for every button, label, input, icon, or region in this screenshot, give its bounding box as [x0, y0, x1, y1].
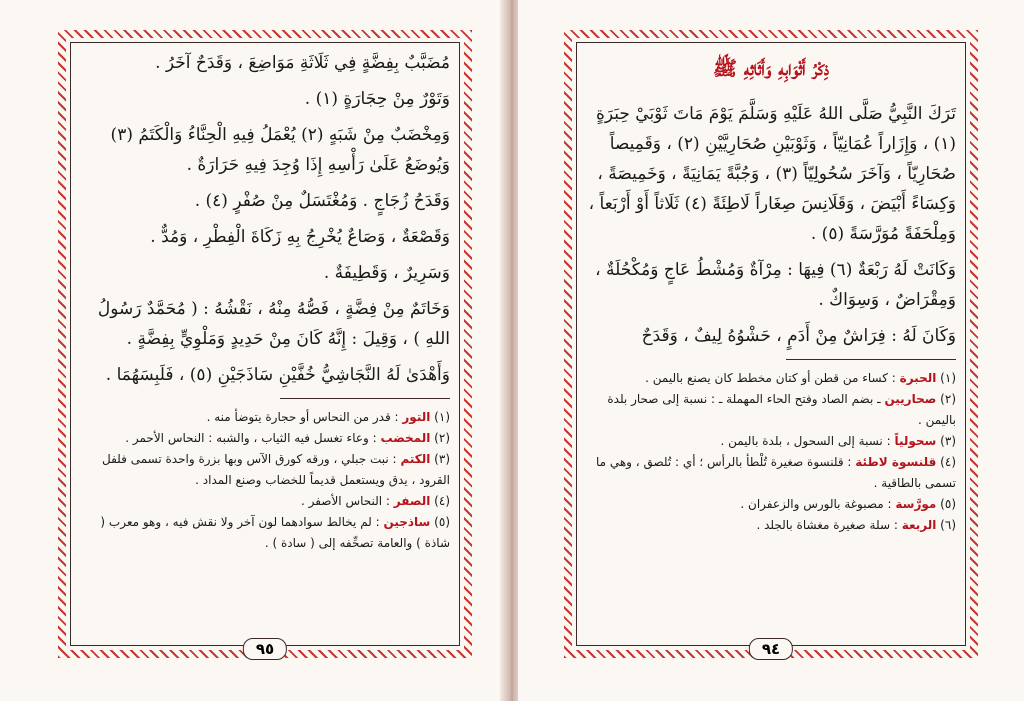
page-number: ٩٥ — [243, 638, 287, 660]
left-paragraph-1: مُضَبَّبٌ بِفِضَّةٍ فِي ثَلَاثَةِ مَوَاضِعَ ، وَقَدَحٌ آخَرُ . — [155, 53, 450, 73]
footnote: (٥) ساذجين : لم يخالط سوادهما لون آخر ولا نقش فيه ، وهو معرب ( شاذة ) والعامة تصحِّفه إلى ( سادة ) . — [100, 515, 450, 550]
right-page-content — [586, 48, 956, 536]
left-page-frame — [58, 30, 472, 658]
footnote: (٣) سحولياً : نسبة إلى السحول ، بلدة باليمن . — [720, 434, 956, 448]
footnote: (٥) مورَّسة : مصبوغة بالورس والزعفران . — [740, 497, 956, 511]
left-paragraph-2: وَتَوْرٌ مِنْ حِجَارَةٍ (١) . — [304, 89, 450, 109]
left-paragraph-8: وَأَهْدَىٰ لَهُ النَّجَاشِيُّ خُفَّيْنِ سَاذَجَيْنِ (٥) ، فَلَبِسَهُمَا . — [105, 365, 450, 385]
footnote: (٢) صحاريين ـ بضم الصاد وفتح الحاء المهملة ـ : نسبة إلى صحار بلدة باليمن . — [607, 392, 956, 427]
chapter-title: ذِكْرُ أَثْوَابِهِ وَأَثَاثِهِ ﷺ — [712, 56, 830, 80]
footnote: (٦) الربعة : سلة صغيرة مغشاة بالجلد . — [756, 518, 956, 532]
page-number: ٩٤ — [749, 638, 793, 660]
right-paragraph-2: وَكَانَتْ لَهُ رَبْعَةٌ (٦) فِيهَا : مِرْآةٌ وَمُشْطُ عَاجٍ وَمُكْحُلَةٌ ، وَمِقْرَاضٌ ، وَسِوَاكٌ . — [595, 260, 956, 310]
left-paragraph-4: وَقَدَحُ زُجَاجٍ . وَمُغْتَسَلٌ مِنْ صُفْرٍ (٤) . — [194, 191, 450, 211]
left-paragraph-5: وَقَصْعَةٌ ، وَصَاعٌ يُخْرِجُ بِهِ زَكَاةَ الْفِطْرِ ، وَمُدٌّ . — [150, 227, 450, 247]
right-page-frame — [564, 30, 978, 658]
footnote-separator — [786, 359, 956, 360]
left-page — [0, 0, 506, 701]
left-paragraph-6: وَسَرِيرٌ ، وَقَطِيفَةٌ . — [323, 263, 450, 283]
footnote: (١) التور : قدر من النحاس أو حجارة يتوضأ منه . — [206, 410, 450, 424]
left-footnotes — [80, 407, 450, 554]
left-page-content — [80, 48, 450, 554]
right-page — [518, 0, 1024, 701]
footnote: (١) الحبرة : كساء من قطن أو كتان مخطط كان يصنع باليمن . — [645, 371, 956, 385]
right-paragraph-3: وَكَانَ لَهُ : فِرَاشٌ مِنْ أَدَمٍ ، حَشْوُهُ لِيفٌ ، وَقَدَحٌ — [641, 326, 956, 346]
right-paragraph-1: تَرَكَ النَّبِيُّ صَلَّى اللهُ عَلَيْهِ وَسَلَّمَ يَوْمَ مَاتَ ثَوْبَيْ حِبَرَةٍ (١) ، وَإِزَاراً عُمَانِيّاً ، وَثَوْبَيْنِ صُحَارِيَّيْنِ (٢) ، وَقَمِيصاً صُحَارِيّاً ، وَآخَرَ سُحُولِيّاً (٣) ، وَجُبَّةً يَمَانِيَةً ، وَخَمِيصَةً ، وَكِسَاءً أَبْيَضَ ، وَقَلَانِسَ صِغَاراً لَاطِئَةً (٤) ثَلَاثاً أَوْ أَرْبَعاً ، وَمِلْحَفَةً مُوَرَّسَةً (٥) . — [588, 104, 956, 244]
left-paragraph-7: وَخَاتَمٌ مِنْ فِضَّةٍ ، فَصُّهُ مِنْهُ ، نَقْشُهُ : ( مُحَمَّدٌ رَسُولُ اللهِ ) ، وَقِيلَ : إِنَّهُ كَانَ مِنْ حَدِيدٍ وَمَلْوِيٍّ بِفِضَّةٍ . — [97, 299, 450, 349]
footnote: (٣) الكتم : نبت جبلي ، ورقه كورق الآس وبها بزرة واحدة تسمى فلفل القرود ، يدق ويستعمل قديماً للخضاب وصنع المداد . — [102, 452, 450, 487]
footnote-separator — [280, 398, 450, 399]
right-footnotes — [586, 368, 956, 536]
footnote: (٤) قلنسوة لاطئة : قلنسوة صغيرة تُلْطأ بالرأس ؛ أي : تُلصق ، وهي ما تسمى بالطاقية . — [595, 455, 956, 490]
left-paragraph-3: وَمِخْضَبٌ مِنْ شَبَهٍ (٢) يُعْمَلُ فِيهِ الْحِنَّاءُ وَالْكَتَمُ (٣) وَيُوضَعُ عَلَىٰ رَأْسِهِ إِذَا وُجِدَ فِيهِ حَرَارَةٌ . — [110, 125, 450, 175]
footnote: (٢) المخضب : وعاء تغسل فيه الثياب ، والشبه : النحاس الأحمر . — [125, 431, 450, 445]
footnote: (٤) الصفر : النحاس الأصفر . — [300, 494, 450, 508]
